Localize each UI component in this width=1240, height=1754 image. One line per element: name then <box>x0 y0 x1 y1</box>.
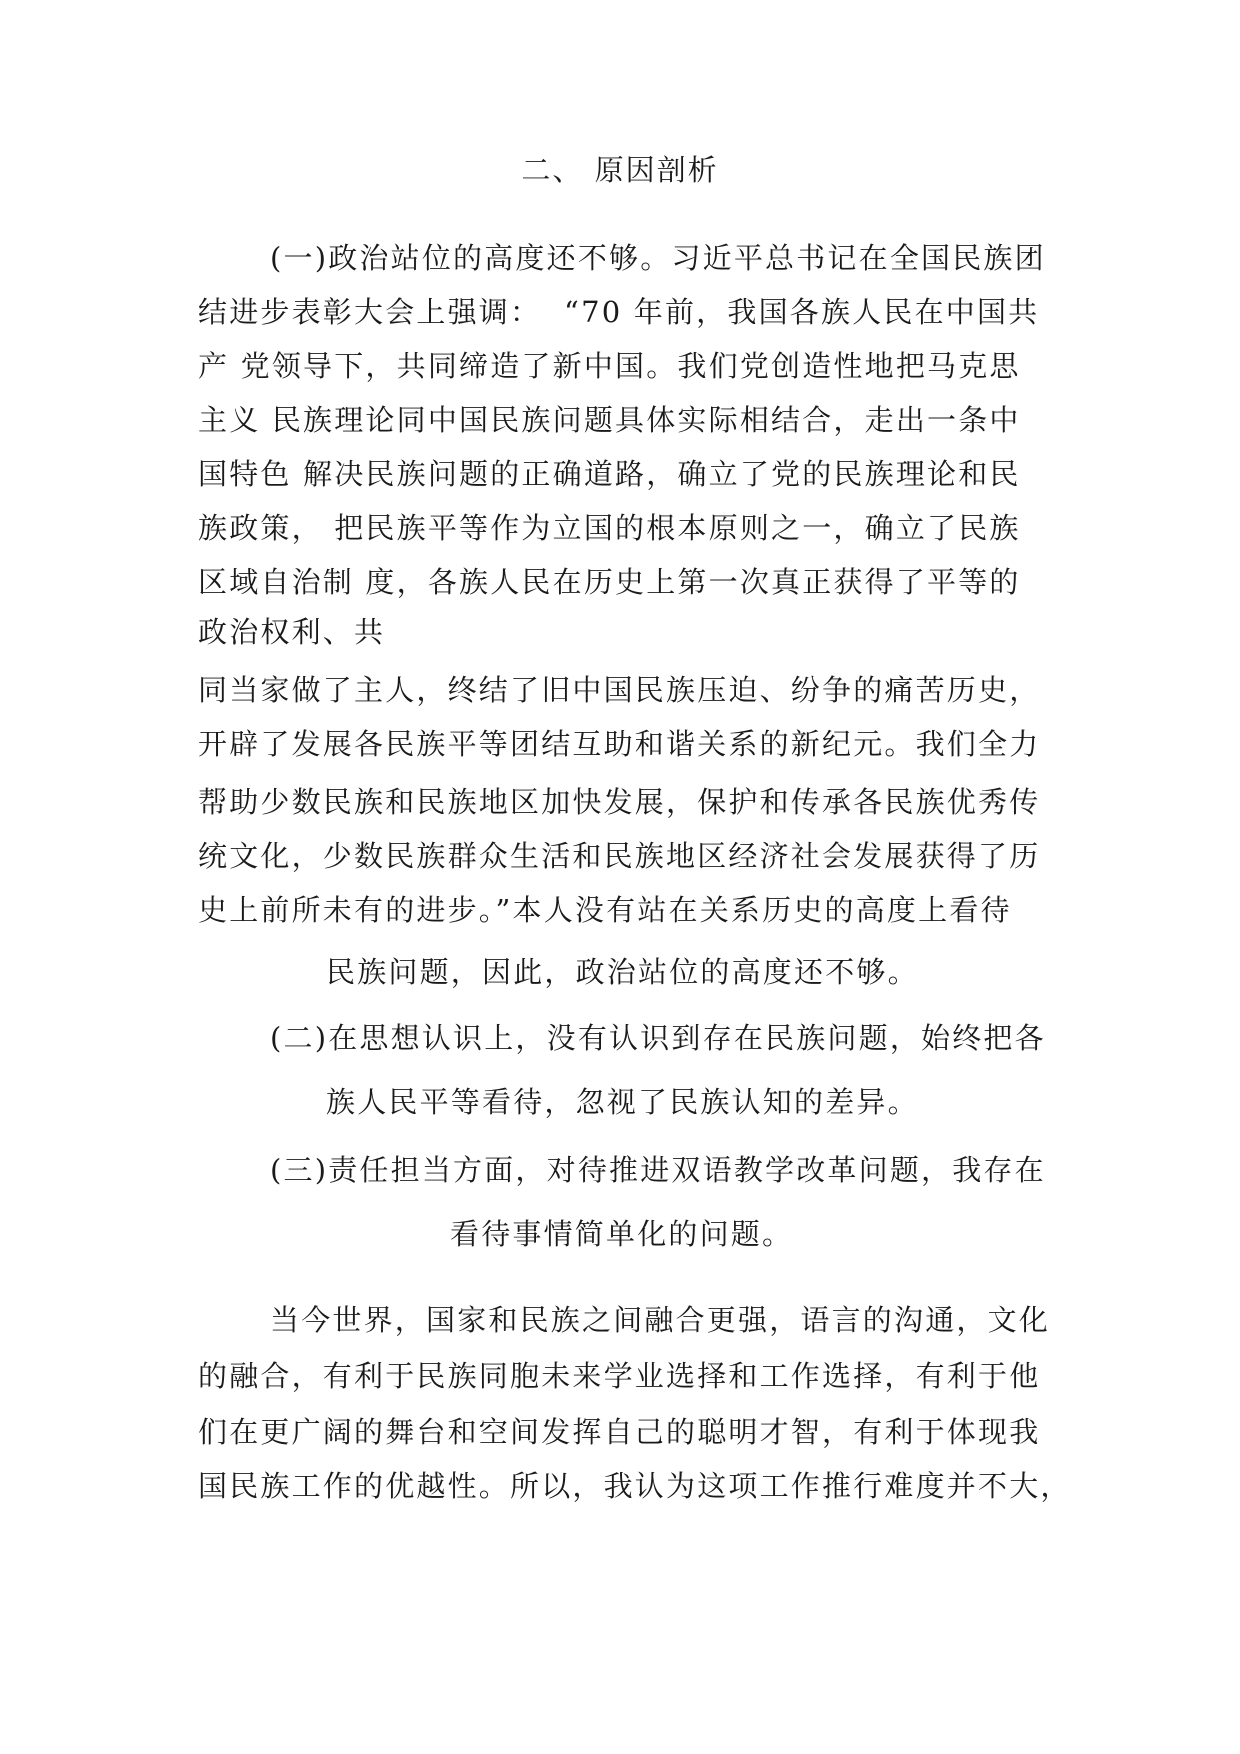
paragraph-line: 产 党领导下，共同缔造了新中国。我们党创造性地把马克思 <box>198 349 1021 383</box>
section-heading: 二、 原因剖析 <box>521 153 719 187</box>
paragraph-line: 当今世界，国家和民族之间融合更强，语言的沟通，文化 <box>270 1303 1051 1337</box>
paragraph-line: 开辟了发展各民族平等团结互助和谐关系的新纪元。我们全力 <box>198 727 1041 761</box>
paragraph-line: 民族问题，因此，政治站位的高度还不够。 <box>326 955 919 989</box>
paragraph-line: 们在更广阔的舞台和空间发挥自己的聪明才智，有利于体现我 <box>198 1415 1041 1449</box>
paragraph-line: 区域自治制 度，各族人民在历史上第一次真正获得了平等的 <box>198 565 1021 599</box>
paragraph-line: 帮助少数民族和民族地区加快发展，保护和传承各民族优秀传 <box>198 785 1041 819</box>
paragraph-line: 同当家做了主人，终结了旧中国民族压迫、纷争的痛苦历史， <box>198 673 1041 707</box>
paragraph-line: 的融合，有利于民族同胞未来学业选择和工作选择，有利于他 <box>198 1359 1041 1393</box>
paragraph-line: (一)政治站位的高度还不够。习近平总书记在全国民族团 <box>270 241 1046 275</box>
paragraph-line: 国民族工作的优越性。所以，我认为这项工作推行难度并不大， <box>198 1469 1072 1503</box>
paragraph-line: 看待事情简单化的问题。 <box>450 1217 794 1251</box>
paragraph-line: (二)在思想认识上，没有认识到存在民族问题，始终把各 <box>270 1021 1046 1055</box>
paragraph-line: 主义 民族理论同中国民族问题具体实际相结合，走出一条中 <box>198 403 1021 437</box>
paragraph-line: 统文化，少数民族群众生活和民族地区经济社会发展获得了历 <box>198 839 1041 873</box>
paragraph-line: 族人民平等看待，忽视了民族认知的差异。 <box>326 1085 919 1119</box>
paragraph-line: 族政策， 把民族平等作为立国的根本原则之一，确立了民族 <box>198 511 1021 545</box>
paragraph-line: 结进步表彰大会上强调： “70 年前，我国各族人民在中国共 <box>198 295 1040 329</box>
paragraph-line: 国特色 解决民族问题的正确道路，确立了党的民族理论和民 <box>198 457 1021 491</box>
paragraph-line: 政治权利、共 <box>198 615 386 649</box>
paragraph-line: 史上前所未有的进步。”本人没有站在关系历史的高度上看待 <box>198 893 1012 927</box>
paragraph-line: (三)责任担当方面，对待推进双语教学改革问题，我存在 <box>270 1153 1046 1187</box>
